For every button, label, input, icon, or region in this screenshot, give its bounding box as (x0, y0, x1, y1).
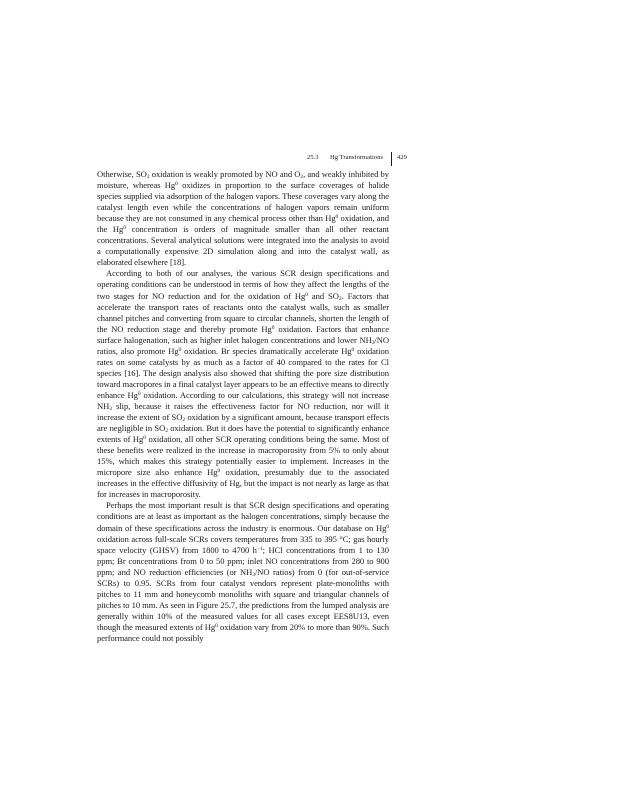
superscript: 0 (178, 346, 182, 353)
subscript: 3 (252, 571, 255, 578)
text-run: oxidation, presumably due to the associated increases in the effective diffusivity of Hg, but the impact is not nearly as large as that for increases in macroporosity. (97, 467, 389, 500)
subscript: 2 (146, 174, 150, 180)
subscript: 2 (165, 428, 168, 435)
subscript: 2 (338, 295, 342, 302)
paragraph (97, 500, 389, 644)
page-number: 429 (397, 154, 407, 161)
superscript: 0 (386, 523, 389, 530)
superscript: 0 (215, 622, 218, 629)
header-section-number: 25.3 (307, 154, 319, 161)
superscript: 0 (175, 181, 178, 188)
text-run: oxidation rates on some catalysts by as much as a factor of 40 compared to the rates for Cl species [16]. The design analysis also showed that shifting the pore size distribution toward macropores in a final catalyst layer appears to be an effective means to directly enhance Hg (97, 345, 389, 400)
text-run: oxidation. According to our calculations, this strategy will not increase NH (97, 389, 389, 411)
text-run: oxidizes in proportion to the surface coverages of halide species supplied via adsorption of the halogen vapors. These coverages vary along the catalyst length even while the concentrations of halogen vapors remain uniform because they are not consumed in any chemical process other than Hg (97, 180, 389, 224)
text-run: /NO ratios) from 0 (for out-of-service SCRs) to 0.95. SCRs from four catalyst vendors represent plate-monoliths with pitches to 11 mm and honeycomb monoliths with square and triangular channels of pitches to 10 mm. As seen in Figure 25.7, the predictions from the lumped analysis are generally within 10% of the measured values for all cases except EES8U13, even though the measured extents of Hg (97, 566, 389, 632)
text-run: oxidation, all other SCR operating conditions being the same. Most of these benefits were realized in the increase in macroporosity from 5% to only about 15%, which makes this strategy potentially easier to implement. Increases in the micropore size also enhance Hg (97, 434, 389, 478)
text-run: oxidation across full-scale SCRs covers temperatures from 335 to 395 °C; gas hourly space velocity (GHSV) from 1800 to 4700 h (97, 533, 389, 555)
text-run: slip, because it raises the effectiveness factor for NO reduction, nor will it increase the extent of SO (97, 400, 389, 423)
subscript: 3 (109, 405, 112, 412)
text-run: oxidation by a significant amount, because transport effects are negligible in SO (97, 412, 389, 434)
text-run: oxidation. Factors that enhance surface halogenation, such as higher inlet halogen concentrations and lower NH (97, 323, 389, 345)
text-run: oxidation. Br species dramatically accelerate Hg (181, 345, 352, 356)
superscript: 0 (335, 214, 339, 221)
superscript: 0 (217, 468, 221, 475)
text-run: oxidation. But it does have the potential to significantly enhance extents of Hg (97, 423, 389, 445)
text-run: According to both of our analyses, the various SCR design specifications and operating conditions can be understood in terms of how they affect the lengths of the two stages for NO reduction and for the oxidation of Hg (97, 268, 389, 301)
subscript: 2 (300, 174, 304, 180)
superscript: 0 (137, 390, 141, 397)
header-divider (391, 152, 392, 166)
superscript: 0 (351, 346, 355, 353)
subscript: 3 (371, 339, 375, 346)
subscript: 2 (182, 417, 186, 424)
superscript: 0 (305, 291, 308, 298)
text-run: Otherwise, SO (97, 169, 147, 179)
text-run: . Factors that accelerate the transport rates of reactants onto the catalyst walls, such as smaller channel pitches and converting from square to circular channels, shorten the length of the NO reduction stage and thereby promote Hg (97, 290, 389, 334)
text-run: Perhaps the most important result is that SCR design specifications and operating conditions are at least as important as the halogen concentrations, simply because the domain of these specifications across the industry is enormous. Our database on Hg (97, 500, 389, 533)
text-run: , and weakly inhibited by moisture, whereas Hg (97, 169, 390, 191)
text-run: concentration is orders of magnitude smaller than all other reactant concentrations. Several analytical solutions were integrated into the analysis to avoid a computationally expensive 2D simulation along and into the catalyst wall, as elaborated elsewhere [18]. (97, 224, 389, 268)
running-header (307, 149, 427, 167)
text-run: oxidation is weakly promoted by NO and O (149, 169, 301, 179)
superscript: 0 (143, 435, 146, 442)
paragraph (97, 268, 389, 500)
text-run: ; HCl concentrations from 1 to 130 ppm; Br concentrations from 0 to 50 ppm; inlet NO concentrations from 280 to 900 ppm; and NO reduction efficiencies (or NH (97, 544, 390, 577)
text-run: /NO ratios, also promote Hg (97, 334, 389, 356)
header-section-title: Hg Transformations (330, 154, 383, 161)
text-run: oxidation, and the Hg (97, 213, 389, 235)
superscript: −1 (256, 545, 263, 552)
text-run: oxidation vary from 20% to more than 90%. Such performance could not possibly (97, 621, 389, 643)
text-run: and SO (307, 290, 339, 301)
body-text (97, 169, 389, 644)
paragraph (97, 169, 389, 268)
superscript: 0 (123, 225, 126, 232)
superscript: 0 (271, 324, 275, 331)
